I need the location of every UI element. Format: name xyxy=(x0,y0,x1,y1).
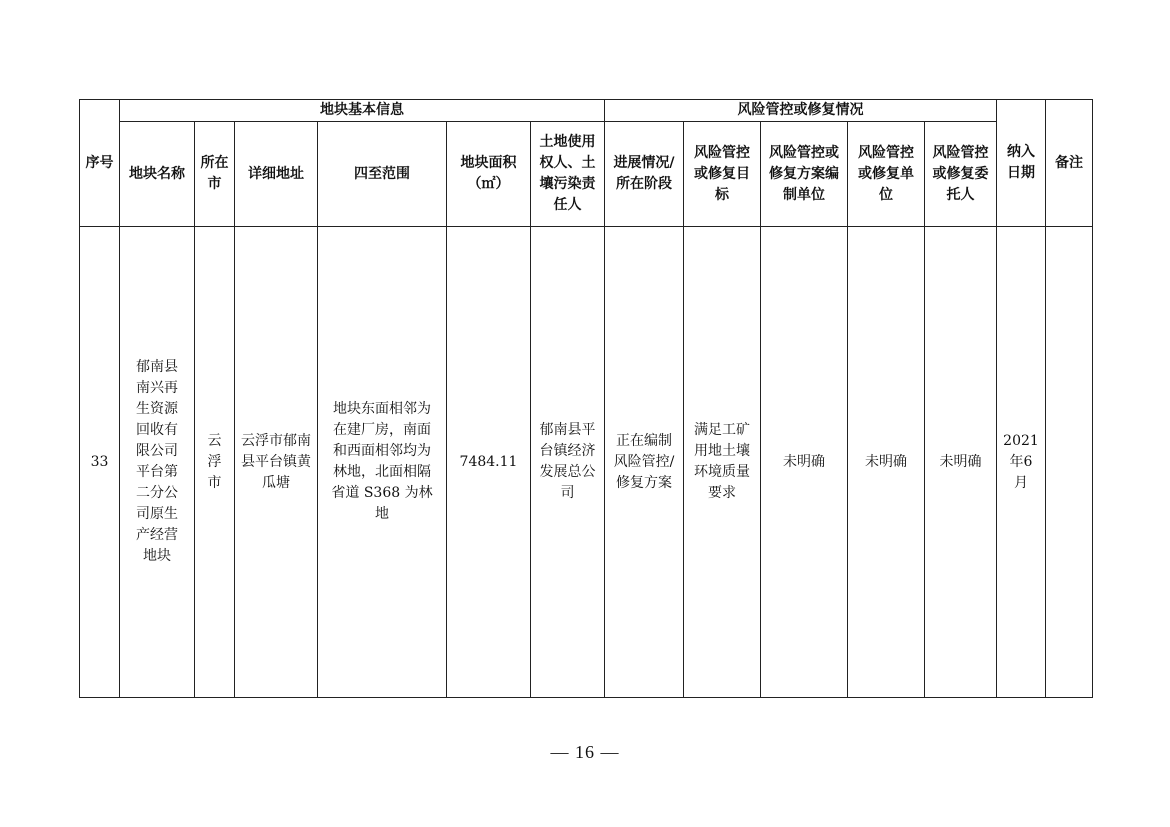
header-plan-unit: 风险管控或修复方案编制单位 xyxy=(761,122,848,227)
header-area: 地块面积（㎡） xyxy=(447,122,531,227)
cell-plan-unit: 未明确 xyxy=(761,227,848,698)
cell-area: 7484.11 xyxy=(447,227,531,698)
cell-seq: 33 xyxy=(80,227,120,698)
cell-date: 2021年6月 xyxy=(997,227,1046,698)
group-header-basic-info: 地块基本信息 xyxy=(120,100,605,122)
cell-boundary: 地块东面相邻为在建厂房，南面和西面相邻均为林地，北面相隔省道 S368 为林地 xyxy=(318,227,447,698)
header-exec-unit: 风险管控或修复单位 xyxy=(848,122,925,227)
header-city: 所在市 xyxy=(195,122,235,227)
cell-plot-name: 郁南县南兴再生资源回收有限公司平台第二分公司原生产经营地块 xyxy=(120,227,195,698)
site-registry-table xyxy=(79,99,1093,698)
column-header-row xyxy=(80,122,1093,227)
cell-remarks xyxy=(1046,227,1093,698)
header-entrust-unit: 风险管控或修复委托人 xyxy=(925,122,997,227)
page-number: — 16 — xyxy=(550,742,620,762)
cell-address: 云浮市郁南县平台镇黄瓜塘 xyxy=(235,227,318,698)
cell-target: 满足工矿用地土壤环境质量要求 xyxy=(684,227,761,698)
header-plot-name: 地块名称 xyxy=(120,122,195,227)
group-header-risk-control: 风险管控或修复情况 xyxy=(605,100,997,122)
header-remarks: 备注 xyxy=(1046,100,1093,227)
header-responsible: 土地使用权人、土壤污染责任人 xyxy=(531,122,605,227)
header-progress: 进展情况/所在阶段 xyxy=(605,122,684,227)
header-target: 风险管控或修复目标 xyxy=(684,122,761,227)
header-date: 纳入日期 xyxy=(997,100,1046,227)
group-header-row xyxy=(80,100,1093,122)
header-boundary: 四至范围 xyxy=(318,122,447,227)
cell-responsible: 郁南县平台镇经济发展总公司 xyxy=(531,227,605,698)
header-seq: 序号 xyxy=(80,100,120,227)
table-row xyxy=(80,227,1093,698)
header-address: 详细地址 xyxy=(235,122,318,227)
cell-city: 云浮市 xyxy=(195,227,235,698)
cell-entrust-unit: 未明确 xyxy=(925,227,997,698)
cell-progress: 正在编制风险管控/修复方案 xyxy=(605,227,684,698)
cell-exec-unit: 未明确 xyxy=(848,227,925,698)
